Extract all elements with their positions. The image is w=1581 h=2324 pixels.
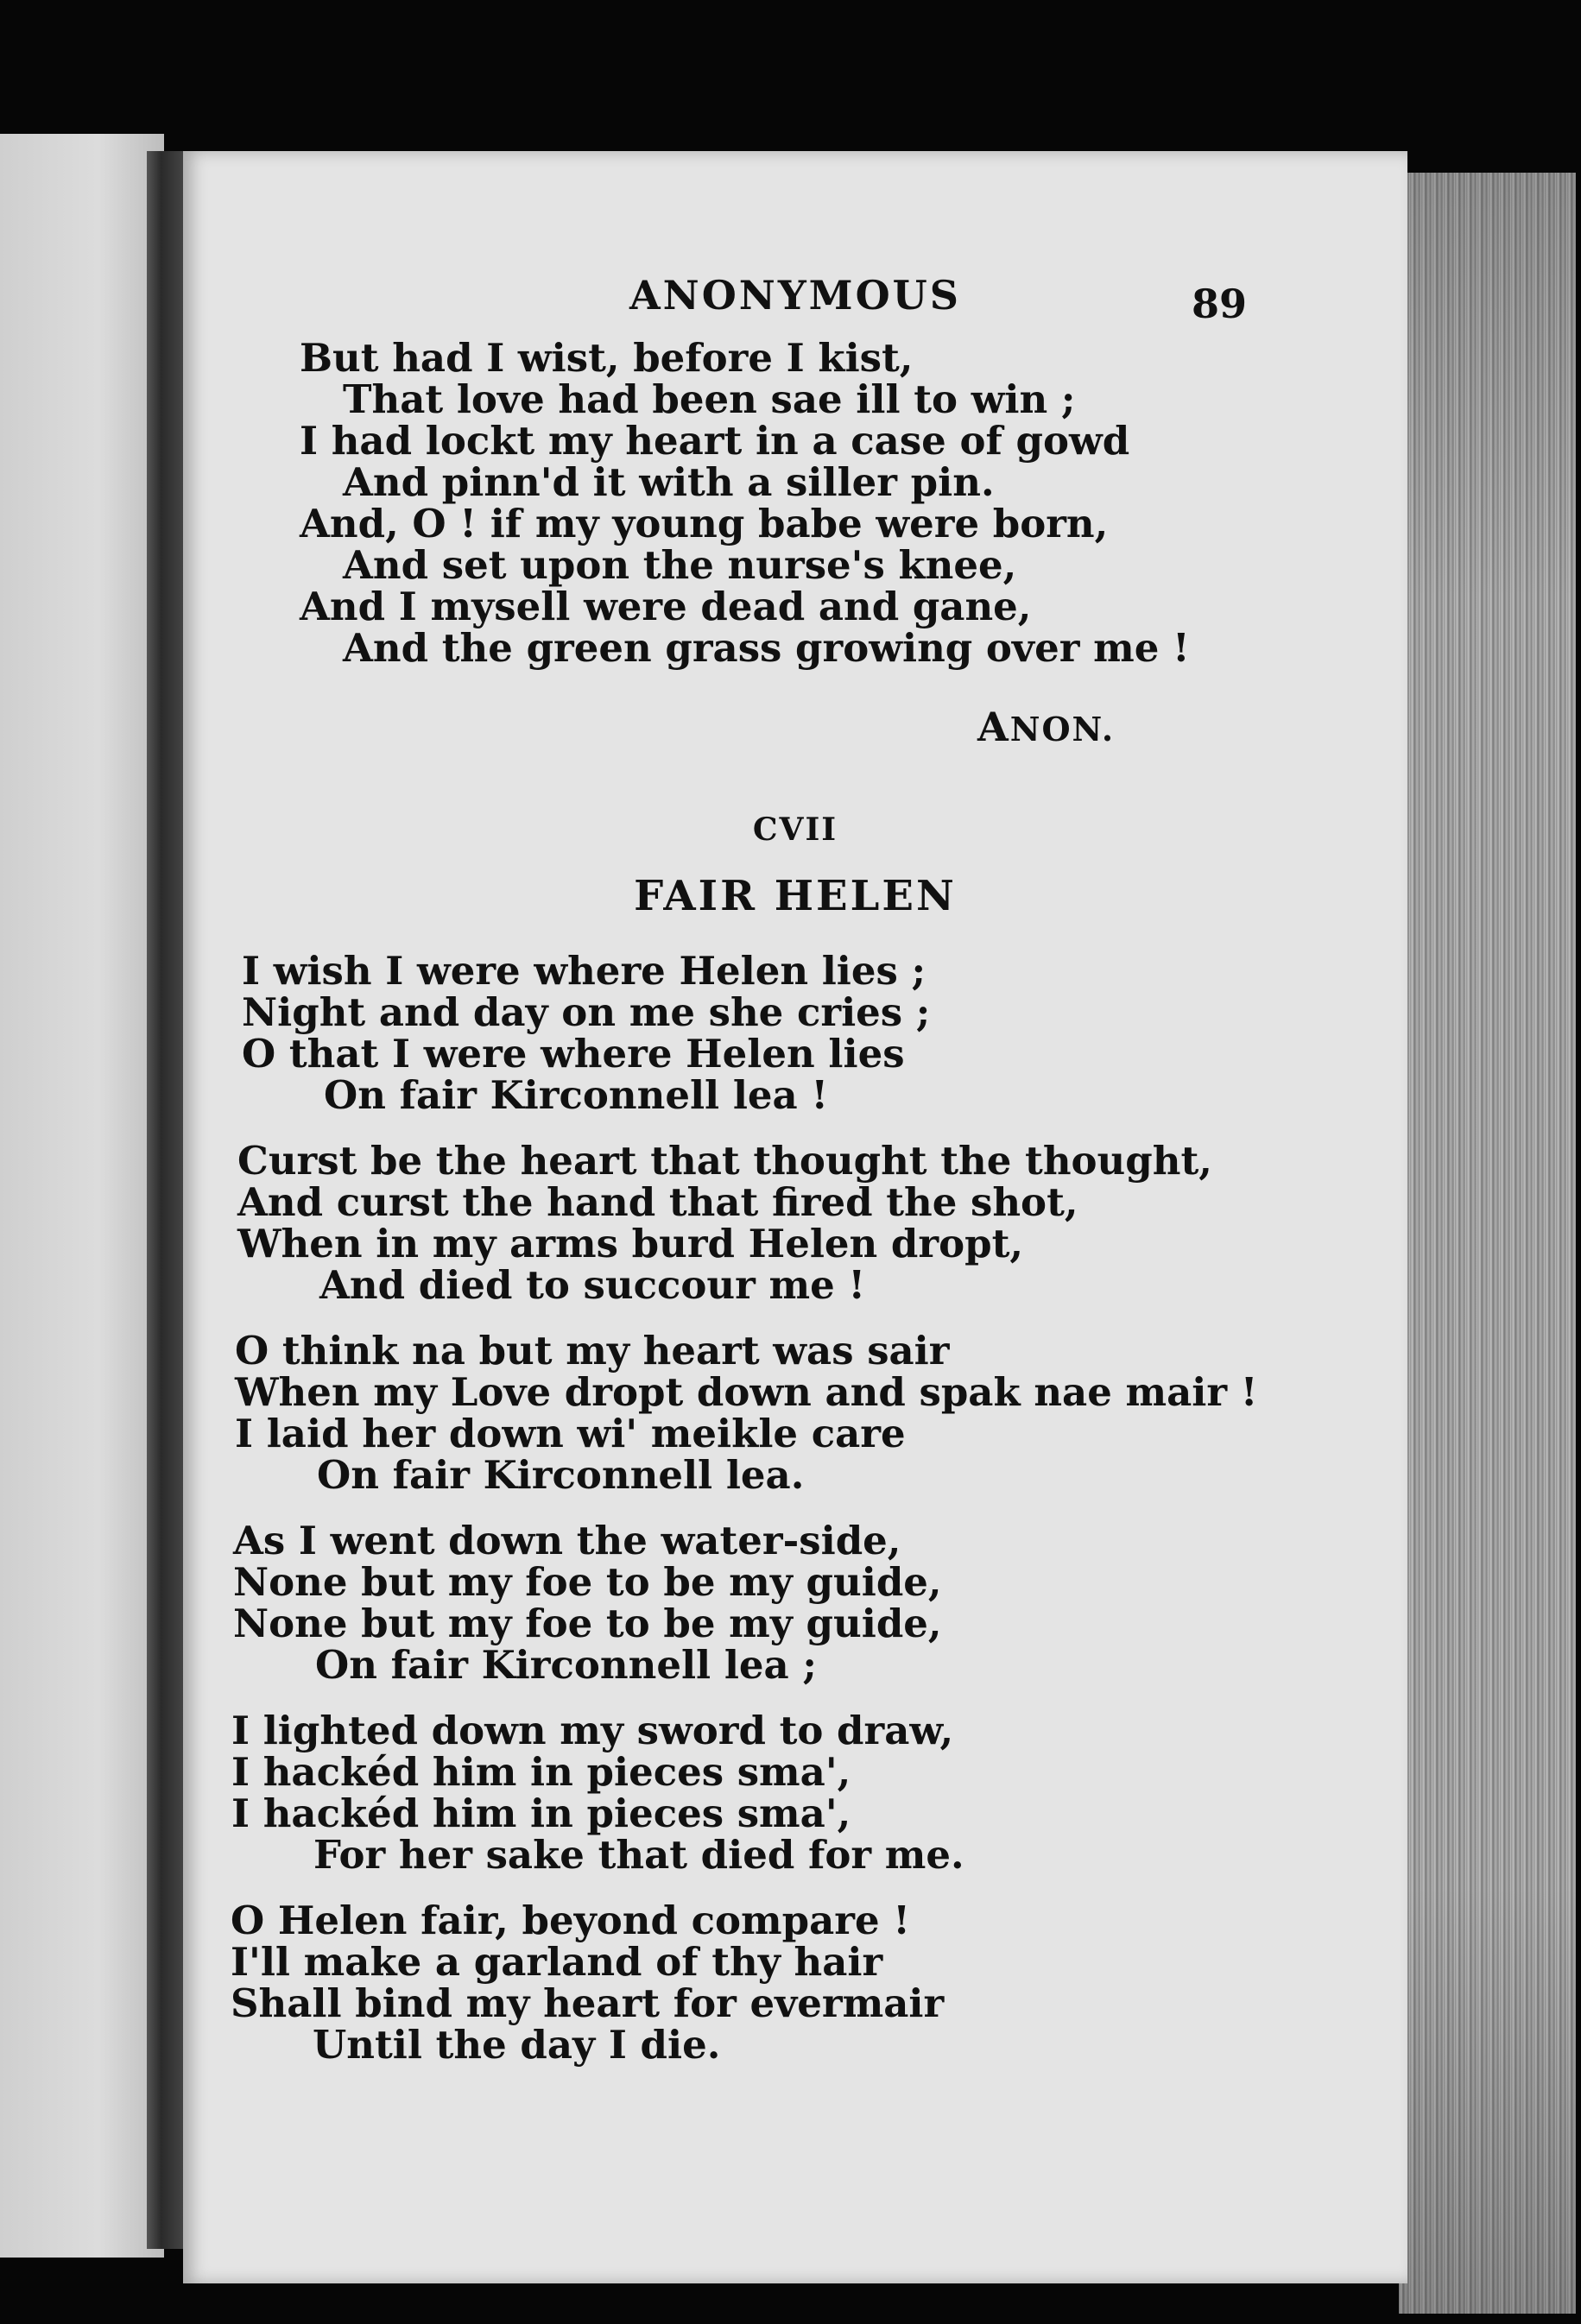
- verse-line: And pinn'd it with a siller pin.: [343, 459, 995, 505]
- verse-line: O think na but my heart was sair: [235, 1328, 950, 1374]
- verse-line: Night and day on me she cries ;: [242, 989, 931, 1035]
- attribution-rest: NON.: [1009, 710, 1116, 748]
- page-number: 89: [1192, 281, 1248, 327]
- verse-line: On fair Kirconnell lea !: [324, 1072, 829, 1118]
- verse-line: And, O ! if my young babe were born,: [300, 501, 1109, 546]
- verse-line: For her sake that died for me.: [313, 1832, 964, 1878]
- verse-line: Until the day I die.: [313, 2022, 721, 2068]
- running-head: ANONYMOUS: [629, 272, 962, 319]
- verse-line: And set upon the nurse's knee,: [343, 542, 1017, 588]
- verse-line: But had I wist, before I kist,: [300, 335, 914, 381]
- verse-line: O Helen fair, beyond compare !: [231, 1898, 911, 1943]
- attribution: [977, 704, 1115, 750]
- poem-title: FAIR HELEN: [634, 872, 957, 920]
- verse-line: I laid her down wi' meikle care: [235, 1411, 906, 1456]
- book-page: [183, 151, 1407, 2283]
- attribution-initial: A: [977, 704, 1010, 750]
- book-gutter: [147, 151, 183, 2249]
- verse-line: That love had been sae ill to win ;: [343, 376, 1076, 422]
- previous-page-edge: [0, 134, 164, 2258]
- verse-line: I had lockt my heart in a case of gowd: [300, 418, 1130, 464]
- verse-line: As I went down the water-side,: [233, 1518, 901, 1563]
- verse-line: On fair Kirconnell lea ;: [315, 1642, 817, 1688]
- verse-line: And I mysell were dead and gane,: [300, 584, 1032, 629]
- verse-line: And died to succour me !: [319, 1262, 866, 1308]
- page-edge-shadow: [1399, 173, 1576, 2314]
- verse-line: Curst be the heart that thought the thought,: [237, 1138, 1212, 1184]
- verse-line: On fair Kirconnell lea.: [317, 1452, 805, 1498]
- verse-line: I'll make a garland of thy hair: [231, 1939, 883, 1985]
- verse-line: When in my arms burd Helen dropt,: [237, 1221, 1024, 1266]
- verse-line: Shall bind my heart for evermair: [231, 1980, 945, 2026]
- verse-line: I lighted down my sword to draw,: [231, 1708, 954, 1753]
- verse-line: I wish I were where Helen lies ;: [242, 948, 926, 994]
- verse-line: None but my foe to be my guide,: [233, 1601, 942, 1646]
- verse-line: And curst the hand that fired the shot,: [237, 1179, 1078, 1225]
- verse-line: I hackéd him in pieces sma',: [231, 1790, 851, 1836]
- verse-line: O that I were where Helen lies: [242, 1031, 905, 1077]
- verse-line: And the green grass growing over me !: [343, 625, 1190, 671]
- verse-line: I hackéd him in pieces sma',: [231, 1749, 851, 1795]
- verse-line: When my Love dropt down and spak nae mair !: [235, 1369, 1258, 1415]
- verse-line: None but my foe to be my guide,: [233, 1559, 942, 1605]
- poem-number: CVII: [752, 812, 838, 848]
